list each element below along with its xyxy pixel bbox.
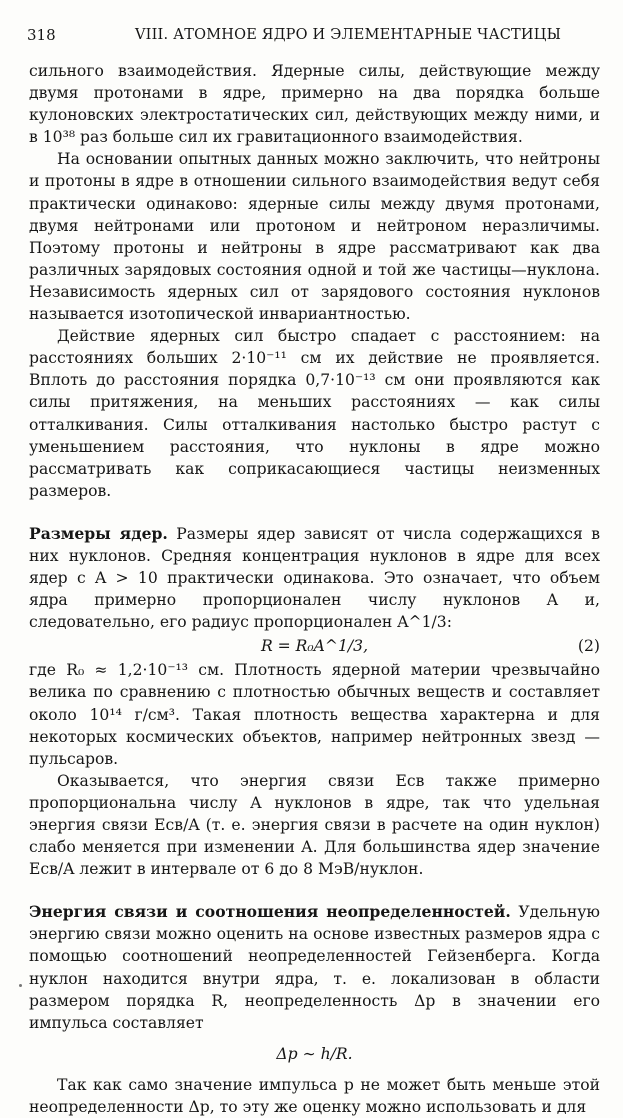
equation-2-number: (2) (577, 637, 600, 656)
equation-2 (29, 633, 600, 659)
chapter-title: VIII. АТОМНОЕ ЯДРО И ЭЛЕМЕНТАРНЫЕ ЧАСТИЦЫ (135, 27, 562, 43)
section-title-binding-energy: Энергия связи и соотношения неопределенностей. (29, 902, 511, 922)
section-title-nuclear-sizes: Размеры ядер. (29, 523, 168, 543)
paragraph-8: Так как само значение импульса p не может быть меньше этой неопределенности Δp, то эту же оценку можно использовать и для (29, 1075, 600, 1116)
paragraph-7: Удельную энергию связи можно оценить на основе известных размеров ядра с помощью соотношений неопределенностей Гейзенберга. Когда нуклон находится внутри ядра, т. е. локализован в области размером порядка R, неопределенность Δp в значении его импульса составляет (29, 903, 600, 1032)
margin-speck (19, 984, 22, 987)
paragraph-5: где R₀ ≈ 1,2·10⁻¹³ см. Плотность ядерной материи чрезвычайно велика по сравнению с плотностью обычных веществ и составляет около 10¹⁴ г/см³. Такая плотность вещества характерна и для некоторых космических объектов, например нейтронных звезд — пульсаров. (29, 661, 600, 768)
paragraph-1: сильного взаимодействия. Ядерные силы, действующие между двумя протонами в ядре, примерно на два порядка больше кулоновских электростатических сил, действующих между ними, и в 10³⁸ раз больше сил их гравитационного взаимодействия. (29, 62, 600, 147)
running-header (27, 24, 596, 46)
section-binding-energy (29, 901, 600, 1034)
paragraph-3: Действие ядерных сил быстро спадает с расстоянием: на расстояниях больших 2·10⁻¹¹ см их действие не проявляется. Вплоть до расстояния порядка 0,7·10⁻¹³ см они проявляются как силы притяжения, на меньших расстояниях — как силы отталкивания. Силы отталкивания настолько быстро растут с уменьшением расстояния, что нуклоны в ядре можно рассматривать как соприкасающиеся частицы неизменных размеров. (29, 327, 600, 500)
page-body (29, 60, 600, 1118)
equation-uncertainty: Δp ∼ h/R. (276, 1044, 353, 1063)
paragraph-2: На основании опытных данных можно заключить, что нейтроны и протоны в ядре в отношении сильного взаимодействия ведут себя практически одинаково: ядерные силы между двумя протонами, двумя нейтронами или протоном и нейтроном неразличимы. Поэтому протоны и нейтроны в ядре рассматривают как два различных зарядовых состояния одной и той же частицы—нуклона. Независимость ядерных сил от зарядового состояния нуклонов называется изотопической инвариантностью. (29, 150, 600, 324)
page-number: 318 (27, 26, 56, 44)
section-nuclear-sizes (29, 523, 600, 633)
paragraph-6: Оказывается, что энергия связи Eсв также примерно пропорциональна числу A нуклонов в ядре, так что удельная энергия связи Eсв/A (т. е. энергия связи в расчете на один нуклон) слабо меняется при изменении A. Для большинства ядер значение Eсв/A лежит в интервале от 6 до 8 МэВ/нуклон. (29, 771, 600, 879)
paragraph-4: Размеры ядер зависят от числа содержащихся в них нуклонов. Средняя концентрация нуклонов в ядре для всех ядер с A > 10 практически одинакова. Это означает, что объем ядра примерно пропорционален числу нуклонов A и, следовательно, его радиус пропорционален A^1/3: (29, 524, 600, 632)
equation-2-body: R = R₀A^1/3, (260, 637, 369, 656)
